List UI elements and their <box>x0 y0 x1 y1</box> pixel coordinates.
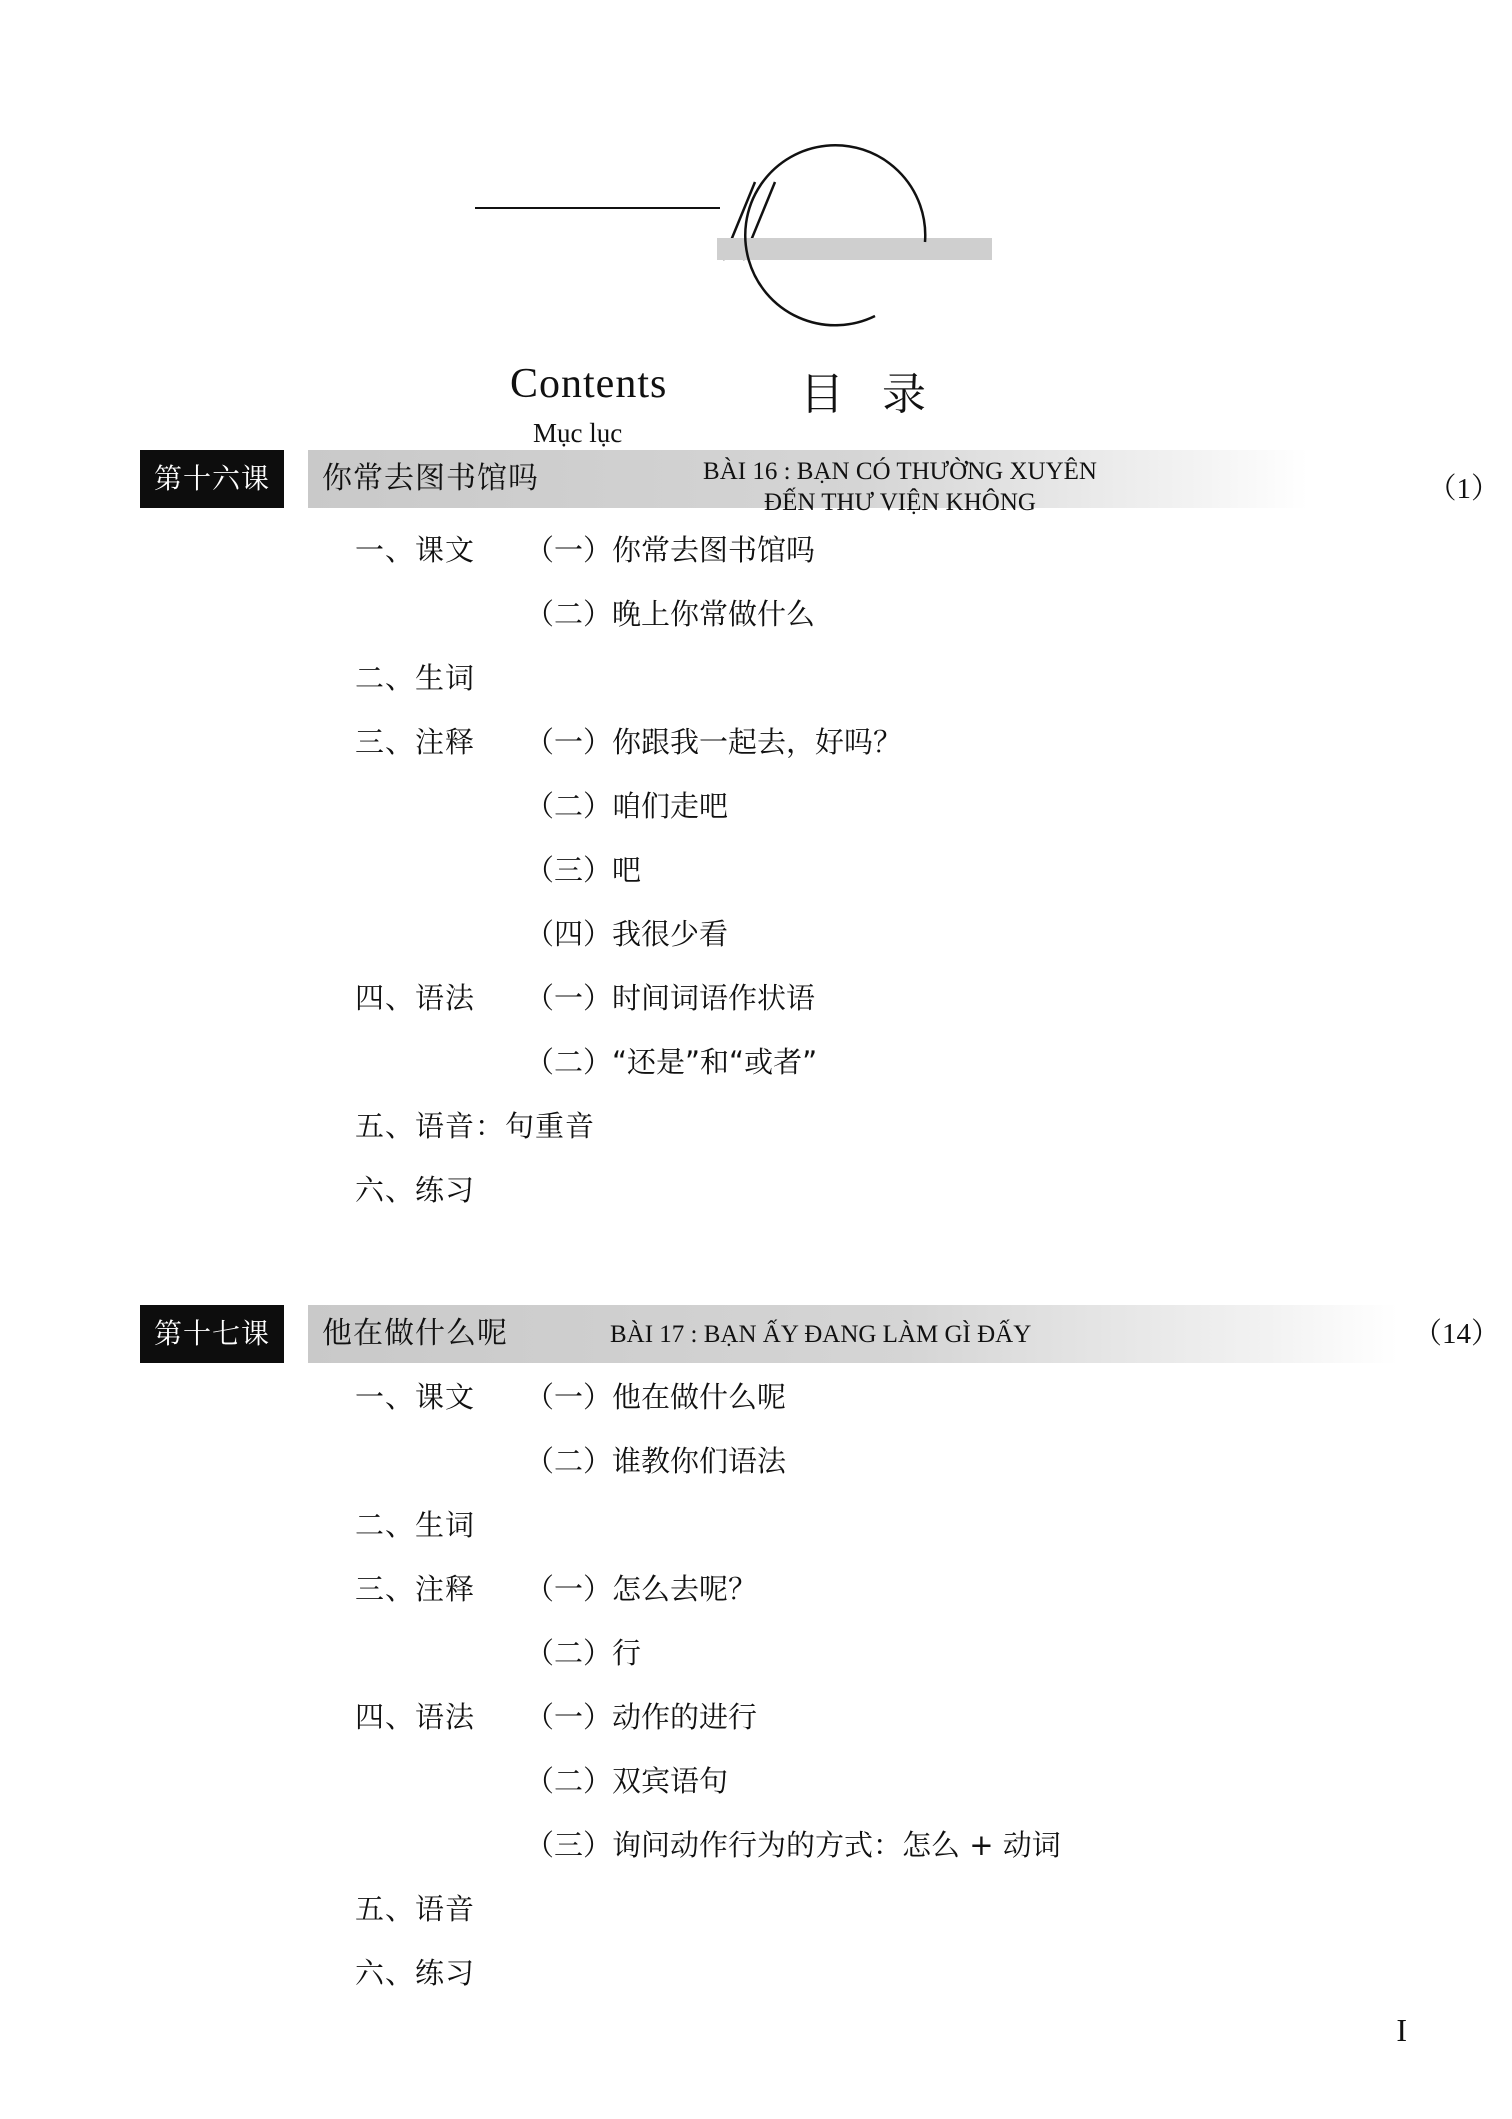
toc-sub: （二）双宾语句 <box>525 1764 729 1798</box>
toc-label: 三、注释 <box>355 725 476 759</box>
lesson-title-vi-17-line1: BÀI 17 : BẠN ẤY ĐANG LÀM GÌ ĐẤY <box>610 1321 1032 1348</box>
toc-label: 六、练习 <box>355 1956 476 1990</box>
contents-title-zh: 目 录 <box>800 369 938 420</box>
toc-row <box>140 1104 1440 1168</box>
toc-sub: （二）“还是”和“或者” <box>525 1045 818 1079</box>
toc-sub: （一）你常去图书馆吗 <box>525 533 816 567</box>
toc-row <box>140 720 1440 784</box>
toc-sub: （二）谁教你们语法 <box>525 1444 787 1478</box>
toc-label: 四、语法 <box>355 1700 476 1734</box>
toc-sub: （一）怎么去呢？ <box>525 1572 758 1606</box>
lesson-title-zh-17: 他在做什么呢 <box>322 1316 508 1351</box>
toc-label: 二、生词 <box>355 1508 476 1542</box>
toc-row <box>140 1823 1440 1887</box>
toc-sub: （三）询问动作行为的方式：怎么 + 动词 <box>525 1828 1061 1862</box>
toc-label: 五、语音：句重音 <box>355 1109 596 1143</box>
toc-row <box>140 1040 1440 1104</box>
toc-sub: （四）我很少看 <box>525 917 729 951</box>
contents-title-en: Contents <box>510 361 668 407</box>
toc-label: 一、课文 <box>355 533 476 567</box>
toc-row <box>140 1168 1440 1232</box>
contents-title-vi: Mục lục <box>533 418 623 448</box>
masthead-decoration <box>455 130 1115 360</box>
toc-row <box>140 528 1440 592</box>
lesson-number-16: 第十六课 <box>140 450 284 508</box>
toc-sub: （一）时间词语作状语 <box>525 981 816 1015</box>
toc-sub: （二）晚上你常做什么 <box>525 597 816 631</box>
toc-row <box>140 656 1440 720</box>
toc-sub: （三）吧 <box>525 853 642 887</box>
toc-sub: （一）动作的进行 <box>525 1700 758 1734</box>
toc-label: 四、语法 <box>355 981 476 1015</box>
toc-row <box>140 784 1440 848</box>
lesson-header-16 <box>140 450 1500 524</box>
toc-row <box>140 1631 1440 1695</box>
toc-label: 三、注释 <box>355 1572 476 1606</box>
page-folio: I <box>1396 2012 1407 2048</box>
toc-label: 一、课文 <box>355 1380 476 1414</box>
toc-entries-17 <box>140 1375 1440 2015</box>
lesson-header-17 <box>140 1305 1500 1371</box>
toc-row <box>140 1567 1440 1631</box>
toc-sub: （二）行 <box>525 1636 642 1670</box>
lesson-title-zh-16: 你常去图书馆吗 <box>322 461 539 496</box>
lesson-title-vi-17 <box>610 1319 1250 1350</box>
lesson-block-16 <box>140 450 1500 1232</box>
toc-label: 二、生词 <box>355 661 476 695</box>
lesson-page-number-16: （1） <box>1427 473 1500 505</box>
toc-row <box>140 592 1440 656</box>
toc-row <box>140 1375 1440 1439</box>
toc-sub: （一）他在做什么呢 <box>525 1380 787 1414</box>
lesson-title-vi-16-line2: ĐẾN THƯ VIỆN KHÔNG <box>764 489 1036 516</box>
toc-row <box>140 912 1440 976</box>
toc-row <box>140 1887 1440 1951</box>
toc-row <box>140 1439 1440 1503</box>
toc-row <box>140 1503 1440 1567</box>
lesson-page-number-17: （14） <box>1412 1318 1500 1350</box>
toc-label: 五、语音 <box>355 1892 476 1926</box>
lesson-title-vi-16-line1: BÀI 16 : BẠN CÓ THƯỜNG XUYÊN <box>703 458 1097 485</box>
contents-masthead <box>455 130 1115 448</box>
toc-label: 六、练习 <box>355 1173 476 1207</box>
toc-row <box>140 1759 1440 1823</box>
toc-sub: （二）咱们走吧 <box>525 789 729 823</box>
lesson-number-17: 第十七课 <box>140 1305 284 1363</box>
toc-row <box>140 1695 1440 1759</box>
lesson-block-17 <box>140 1305 1500 2015</box>
toc-row <box>140 1951 1440 2015</box>
toc-entries-16 <box>140 528 1440 1232</box>
toc-row <box>140 976 1440 1040</box>
toc-sub: （一）你跟我一起去，好吗？ <box>525 725 903 759</box>
toc-row <box>140 848 1440 912</box>
lesson-title-vi-16 <box>620 456 1180 518</box>
